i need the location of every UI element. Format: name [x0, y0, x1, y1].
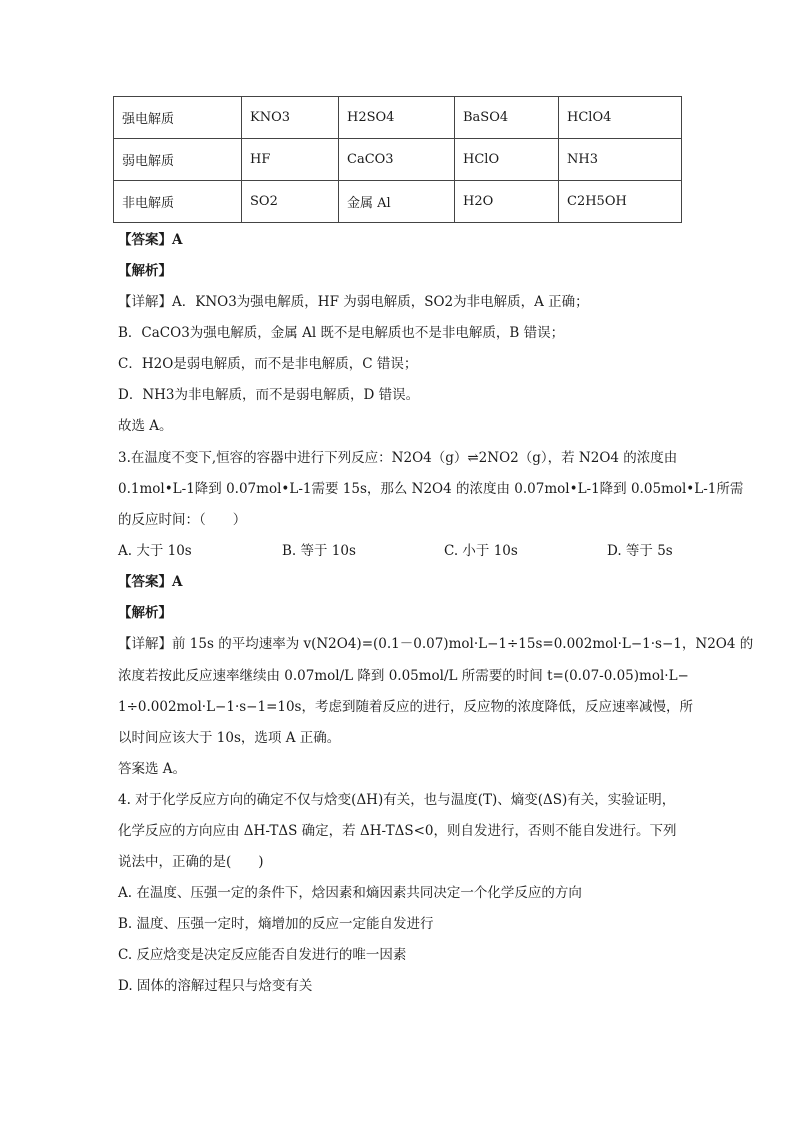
q3-option-c: C. 小于 10s: [444, 543, 518, 559]
q3-detail-line-2: 浓度若按此反应速率继续由 0.07mol/L 降到 0.05mol/L 所需要的时间 t=(0.07-0.05)mol·L−: [118, 668, 689, 684]
row-label: 非电解质: [114, 181, 242, 223]
table-row: [114, 97, 682, 139]
q3-option-d: D. 等于 5s: [607, 543, 673, 559]
q3-stem-line-2: 0.1mol•L-1降到 0.07mol•L-1需要 15s，那么 N2O4 的浓度由 0.07mol•L-1降到 0.05mol•L-1所需: [118, 481, 744, 497]
q4-stem-line-1: 4. 对于化学反应方向的确定不仅与焓变(ΔH)有关，也与温度(T)、熵变(ΔS)有关，实验证明，: [118, 792, 676, 808]
row-label: 强电解质: [114, 97, 242, 139]
table-cell: H2O: [455, 181, 559, 223]
table-cell: SO2: [242, 181, 339, 223]
q3-answer: 【答案】A: [118, 574, 183, 590]
table-cell: HClO: [455, 139, 559, 181]
q3-detail-line-4: 以时间应该大于 10s，选项 A 正确。: [118, 730, 341, 746]
table-cell: HF: [242, 139, 339, 181]
q2-answer: 【答案】A: [118, 232, 183, 248]
table-cell: C2H5OH: [559, 181, 682, 223]
table-cell: CaCO3: [339, 139, 455, 181]
q4-stem-line-3: 说法中，正确的是( ): [118, 854, 264, 870]
q2-conclusion: 故选 A。: [118, 418, 173, 434]
table-cell: HClO4: [559, 97, 682, 139]
q4-stem-line-2: 化学反应的方向应由 ΔH-TΔS 确定，若 ΔH-TΔS<0，则自发进行，否则不能自发进行。下列: [118, 823, 677, 839]
q3-detail-line-3: 1÷0.002mol·L−1·s−1=10s，考虑到随着反应的进行，反应物的浓度降低，反应速率减慢，所: [118, 699, 693, 715]
table-cell: KNO3: [242, 97, 339, 139]
q3-conclusion: 答案选 A。: [118, 761, 187, 777]
row-label: 弱电解质: [114, 139, 242, 181]
table-cell: NH3: [559, 139, 682, 181]
q3-analysis-heading: 【解析】: [118, 605, 172, 621]
q3-detail-line-1: 【详解】前 15s 的平均速率为 v(N2O4)=(0.1－0.07)mol·L−1÷15s=0.002mol·L−1·s−1，N2O4 的: [118, 636, 754, 652]
table-row: [114, 139, 682, 181]
table-cell: BaSO4: [455, 97, 559, 139]
electrolyte-table: [113, 96, 682, 223]
q3-stem-line-3: 的反应时间：（ ）: [118, 512, 247, 528]
q2-detail-a: 【详解】A．KNO3为强电解质，HF 为弱电解质，SO2为非电解质，A 正确；: [118, 294, 589, 310]
q4-option-d: D. 固体的溶解过程只与焓变有关: [118, 978, 313, 994]
table-cell: H2SO4: [339, 97, 455, 139]
q4-option-a: A. 在温度、压强一定的条件下，焓因素和熵因素共同决定一个化学反应的方向: [118, 885, 582, 901]
q2-detail-d: D．NH3为非电解质，而不是弱电解质，D 错误。: [118, 387, 420, 403]
q3-option-a: A. 大于 10s: [118, 543, 192, 559]
q4-option-c: C. 反应焓变是决定反应能否自发进行的唯一因素: [118, 947, 407, 963]
q2-detail-c: C．H2O是弱电解质，而不是非电解质，C 错误；: [118, 356, 418, 372]
q3-stem-line-1: 3.在温度不变下,恒容的容器中进行下列反应：N2O4（g）⇌2NO2（g），若 N2O4 的浓度由: [118, 450, 678, 466]
table-row: [114, 181, 682, 223]
q2-analysis-heading: 【解析】: [118, 263, 172, 279]
q3-option-b: B. 等于 10s: [282, 543, 356, 559]
table-cell: 金属 Al: [339, 181, 455, 223]
q4-option-b: B. 温度、压强一定时，熵增加的反应一定能自发进行: [118, 916, 434, 932]
q2-detail-b: B．CaCO3为强电解质，金属 Al 既不是电解质也不是非电解质，B 错误；: [118, 325, 565, 341]
